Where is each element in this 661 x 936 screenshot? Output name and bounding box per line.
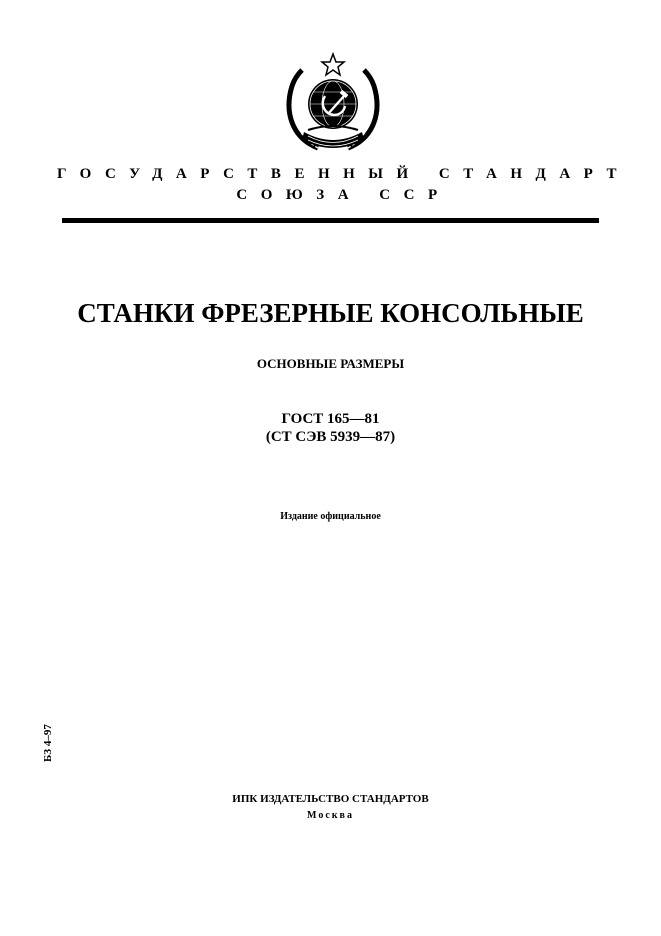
ussr-coat-of-arms-icon	[278, 52, 388, 156]
publisher-name: ИПК ИЗДАТЕЛЬСТВО СТАНДАРТОВ	[232, 793, 429, 805]
header-divider	[62, 218, 599, 223]
publisher-city: Москва	[307, 810, 354, 821]
header-state-standard: ГОСУДАРСТВЕННЫЙ СТАНДАРТ	[56, 166, 631, 182]
side-catalog-code: БЗ 4–97	[42, 724, 54, 762]
cmea-standard-number: (СТ СЭВ 5939—87)	[265, 429, 396, 445]
edition-note: Издание официальное	[280, 511, 381, 522]
standard-number: ГОСТ 165—81	[281, 411, 380, 427]
document-subtitle: ОСНОВНЫЕ РАЗМЕРЫ	[256, 356, 405, 371]
header-ussr: СОЮЗА ССР	[236, 187, 451, 203]
document-title: СТАНКИ ФРЕЗЕРНЫЕ КОНСОЛЬНЫЕ	[77, 298, 584, 328]
